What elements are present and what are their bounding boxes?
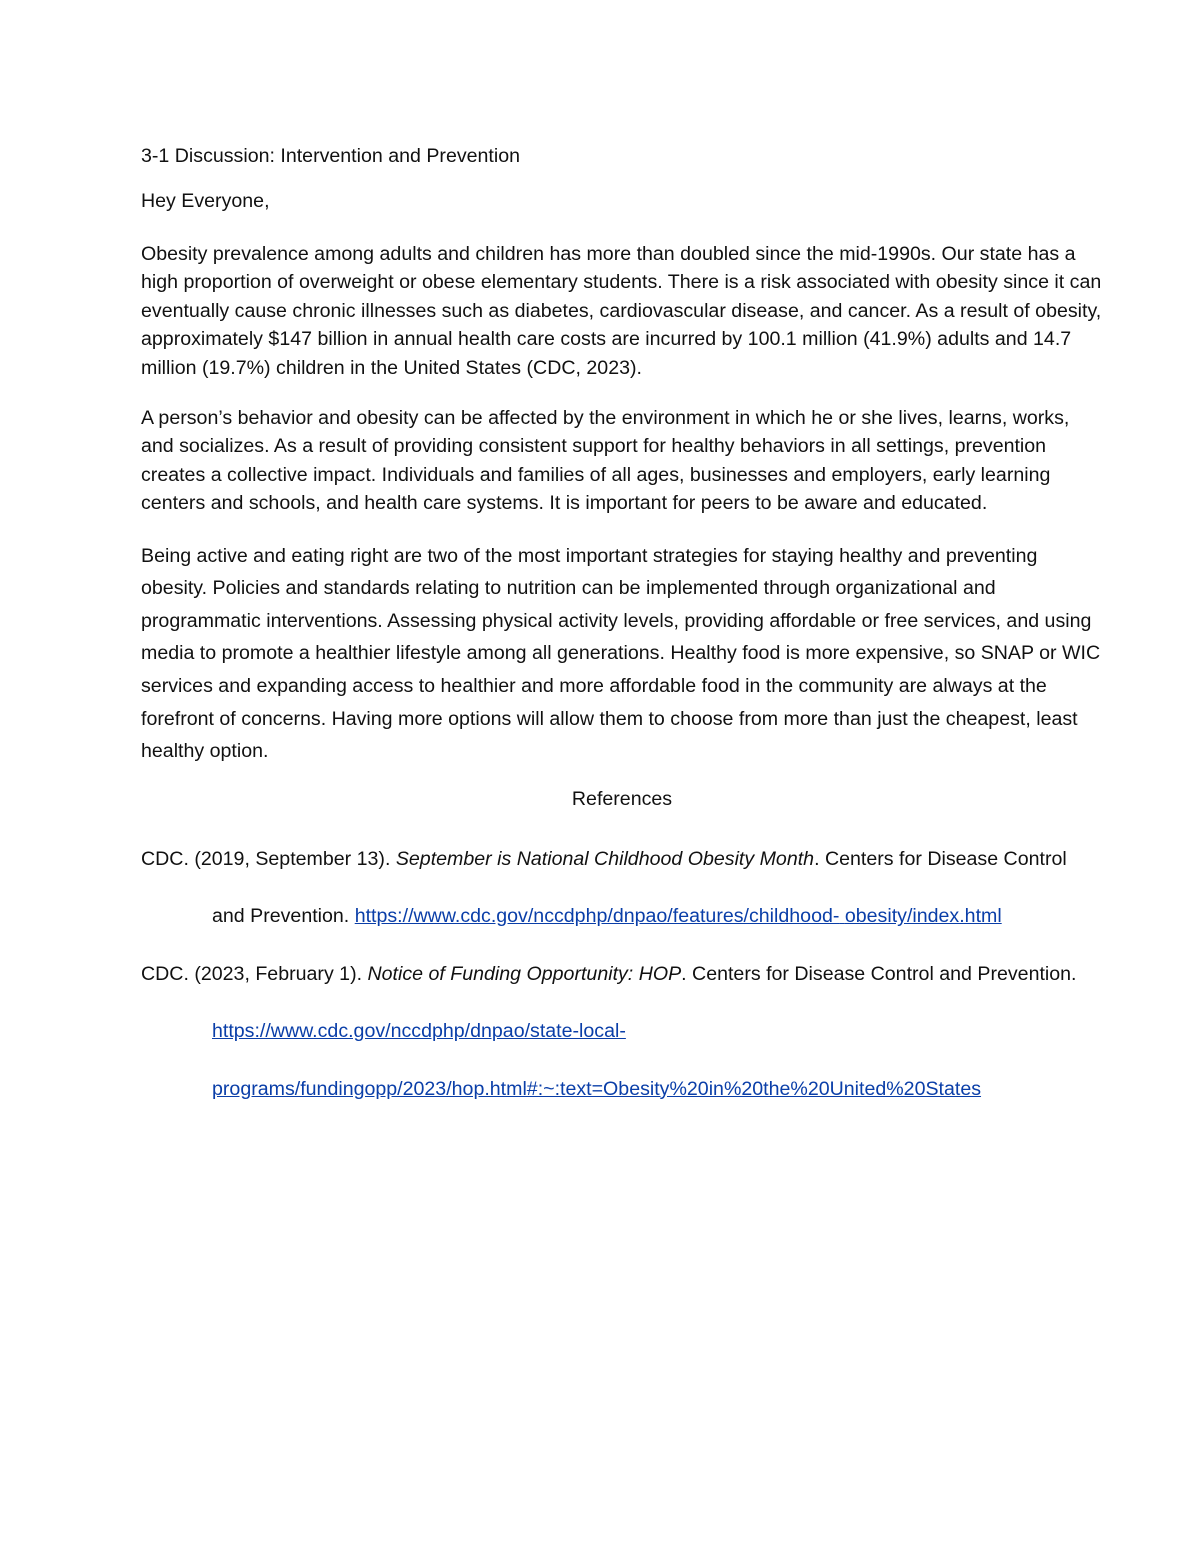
reference-author-date: CDC. (2023, February 1). xyxy=(141,962,368,985)
reference-link[interactable] xyxy=(355,905,1002,927)
reference-entry xyxy=(141,831,1103,946)
reference-entry xyxy=(141,946,1103,1119)
paragraph-environment: A person’s behavior and obesity can be affected by the environment in which he or she lives, learns, works, and socializes. As a result of providing consistent support for healthy behaviors in all settings, prevention creates a collective impact. Individuals and families of all ages, businesses and employers, early learning centers and schools, and health care systems. It is important for peers to be aware and educated. xyxy=(141,407,1070,515)
document-body xyxy=(141,141,1103,1118)
reference-url-part2[interactable]: programs/fundingopp/2023/hop.html#:~:text=Obesity%20in%20the%20United%20States xyxy=(212,1077,982,1100)
reference-publisher: . Centers for Disease Control and Prevention. xyxy=(681,962,1077,985)
reference-url-part1[interactable]: https://www.cdc.gov/nccdphp/dnpao/features/childhood- xyxy=(354,905,840,928)
paragraph-obesity-prevalence: Obesity prevalence among adults and children has more than doubled since the mid-1990s. Our state has a high proportion of overweight or obese elementary students. There is a risk associated with obesity since it can eventually cause chronic illnesses such as diabetes, cardiovascular disease, and cancer. As a result of obesity, approximately $147 billion in annual health care costs are incurred by 100.1 million (41.9%) adults and 14.7 million (19.7%) children in the United States (CDC, 2023). xyxy=(141,243,1102,379)
reference-author-date: CDC. (2019, September 13). xyxy=(141,847,396,870)
reference-publisher: . Centers for Disease Control and Prevention. xyxy=(212,847,1067,928)
reference-link[interactable] xyxy=(212,1020,981,1100)
references-heading: References xyxy=(571,787,673,810)
paragraph-strategies: Being active and eating right are two of the most important strategies for staying healthy and preventing obesity. Policies and standards relating to nutrition can be implemented through organizational and programmatic interventions. Assessing physical activity levels, providing affordable or free services, and using media to promote a healthier lifestyle among all generations. Healthy food is more expensive, so SNAP or WIC services and expanding access to healthier and more affordable food in the community are always at the forefront of concerns. Having more options will allow them to choose from more than just the cheapest, least healthy option. xyxy=(141,544,1101,763)
document-title: 3-1 Discussion: Intervention and Prevention xyxy=(141,145,521,167)
greeting: Hey Everyone, xyxy=(141,190,270,212)
reference-url-part1[interactable]: https://www.cdc.gov/nccdphp/dnpao/state-local- xyxy=(212,1020,626,1043)
reference-title: September is National Childhood Obesity Month xyxy=(395,847,815,870)
reference-url-part2[interactable]: obesity/index.html xyxy=(844,905,1002,928)
reference-title: Notice of Funding Opportunity: HOP xyxy=(367,962,682,985)
